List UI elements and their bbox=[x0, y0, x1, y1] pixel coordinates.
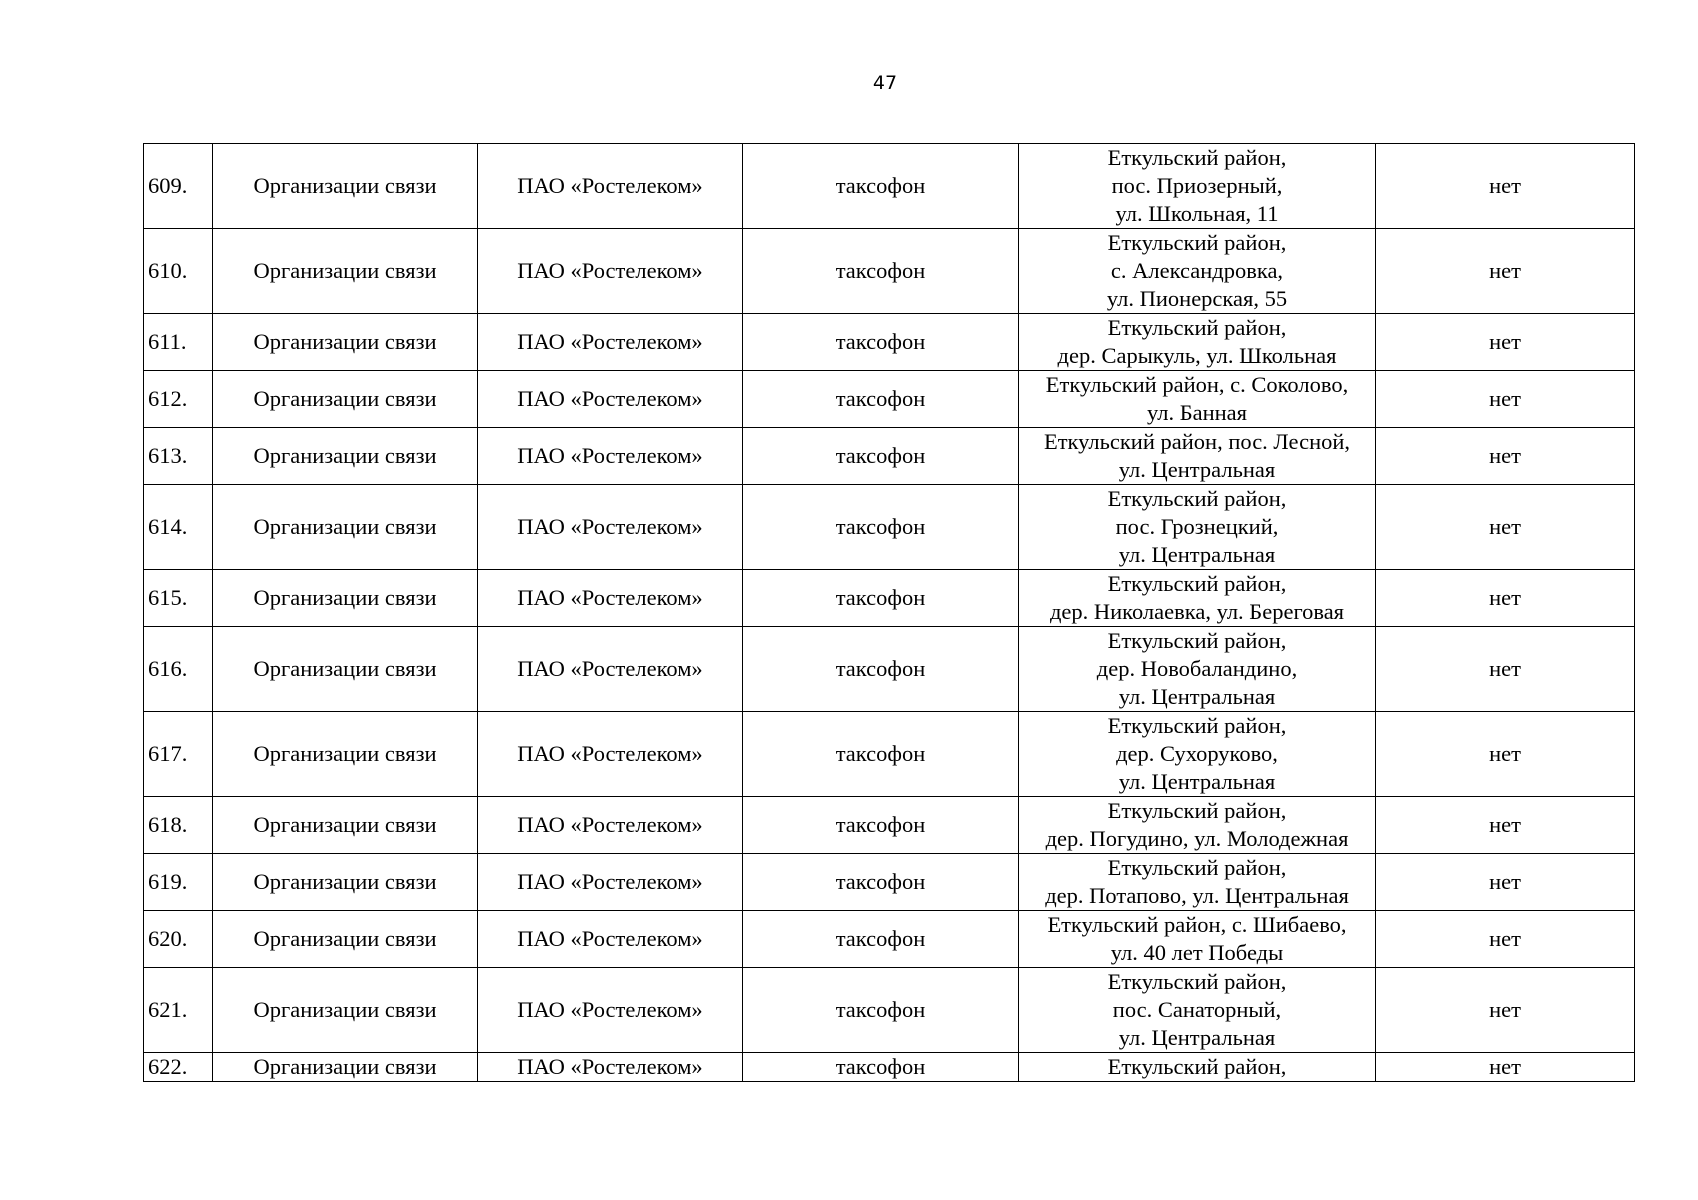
organization-cell: ПАО «Ростелеком» bbox=[478, 371, 743, 428]
table-row bbox=[144, 712, 1635, 797]
object-type-cell: таксофон bbox=[743, 314, 1019, 371]
category-cell: Организации связи bbox=[213, 712, 478, 797]
organization-cell: ПАО «Ростелеком» bbox=[478, 570, 743, 627]
row-number: 618. bbox=[144, 797, 213, 854]
organization-cell: ПАО «Ростелеком» bbox=[478, 968, 743, 1053]
row-number: 615. bbox=[144, 570, 213, 627]
row-number: 609. bbox=[144, 144, 213, 229]
value-cell: нет bbox=[1376, 712, 1635, 797]
organization-cell: ПАО «Ростелеком» bbox=[478, 1053, 743, 1082]
table-row bbox=[144, 485, 1635, 570]
category-cell: Организации связи bbox=[213, 229, 478, 314]
address-cell: Еткульский район, пос. Санаторный, ул. Центральная bbox=[1019, 968, 1376, 1053]
row-number: 620. bbox=[144, 911, 213, 968]
object-type-cell: таксофон bbox=[743, 911, 1019, 968]
table-row bbox=[144, 968, 1635, 1053]
object-type-cell: таксофон bbox=[743, 797, 1019, 854]
address-cell: Еткульский район, с. Александровка, ул. Пионерская, 55 bbox=[1019, 229, 1376, 314]
row-number: 616. bbox=[144, 627, 213, 712]
table-row bbox=[144, 627, 1635, 712]
category-cell: Организации связи bbox=[213, 428, 478, 485]
table-row bbox=[144, 854, 1635, 911]
object-type-cell: таксофон bbox=[743, 428, 1019, 485]
page-number: 47 bbox=[872, 72, 898, 94]
table-row bbox=[144, 1053, 1635, 1082]
category-cell: Организации связи bbox=[213, 485, 478, 570]
value-cell: нет bbox=[1376, 1053, 1635, 1082]
table-row bbox=[144, 911, 1635, 968]
organization-cell: ПАО «Ростелеком» bbox=[478, 854, 743, 911]
object-type-cell: таксофон bbox=[743, 968, 1019, 1053]
object-type-cell: таксофон bbox=[743, 485, 1019, 570]
object-type-cell: таксофон bbox=[743, 371, 1019, 428]
category-cell: Организации связи bbox=[213, 371, 478, 428]
address-cell: Еткульский район, пос. Лесной, ул. Центральная bbox=[1019, 428, 1376, 485]
organization-cell: ПАО «Ростелеком» bbox=[478, 797, 743, 854]
value-cell: нет bbox=[1376, 797, 1635, 854]
table-row bbox=[144, 797, 1635, 854]
table-row bbox=[144, 570, 1635, 627]
table-row bbox=[144, 229, 1635, 314]
category-cell: Организации связи bbox=[213, 1053, 478, 1082]
value-cell: нет bbox=[1376, 911, 1635, 968]
organization-cell: ПАО «Ростелеком» bbox=[478, 314, 743, 371]
row-number: 621. bbox=[144, 968, 213, 1053]
address-cell: Еткульский район, дер. Потапово, ул. Центральная bbox=[1019, 854, 1376, 911]
category-cell: Организации связи bbox=[213, 854, 478, 911]
address-cell: Еткульский район, дер. Новобаландино, ул. Центральная bbox=[1019, 627, 1376, 712]
value-cell: нет bbox=[1376, 627, 1635, 712]
address-cell: Еткульский район, с. Шибаево, ул. 40 лет Победы bbox=[1019, 911, 1376, 968]
row-number: 619. bbox=[144, 854, 213, 911]
category-cell: Организации связи bbox=[213, 627, 478, 712]
organization-cell: ПАО «Ростелеком» bbox=[478, 144, 743, 229]
object-type-cell: таксофон bbox=[743, 1053, 1019, 1082]
address-cell: Еткульский район, пос. Приозерный, ул. Школьная, 11 bbox=[1019, 144, 1376, 229]
category-cell: Организации связи bbox=[213, 144, 478, 229]
address-cell: Еткульский район, дер. Николаевка, ул. Береговая bbox=[1019, 570, 1376, 627]
organization-cell: ПАО «Ростелеком» bbox=[478, 712, 743, 797]
category-cell: Организации связи bbox=[213, 911, 478, 968]
value-cell: нет bbox=[1376, 854, 1635, 911]
row-number: 617. bbox=[144, 712, 213, 797]
registry-table bbox=[143, 143, 1635, 1082]
registry-table-body bbox=[144, 144, 1635, 1082]
organization-cell: ПАО «Ростелеком» bbox=[478, 428, 743, 485]
value-cell: нет bbox=[1376, 428, 1635, 485]
address-cell: Еткульский район, bbox=[1019, 1053, 1376, 1082]
category-cell: Организации связи bbox=[213, 570, 478, 627]
row-number: 612. bbox=[144, 371, 213, 428]
category-cell: Организации связи bbox=[213, 968, 478, 1053]
object-type-cell: таксофон bbox=[743, 144, 1019, 229]
organization-cell: ПАО «Ростелеком» bbox=[478, 911, 743, 968]
table-row bbox=[144, 144, 1635, 229]
address-cell: Еткульский район, дер. Погудино, ул. Молодежная bbox=[1019, 797, 1376, 854]
value-cell: нет bbox=[1376, 314, 1635, 371]
object-type-cell: таксофон bbox=[743, 570, 1019, 627]
object-type-cell: таксофон bbox=[743, 712, 1019, 797]
organization-cell: ПАО «Ростелеком» bbox=[478, 627, 743, 712]
organization-cell: ПАО «Ростелеком» bbox=[478, 229, 743, 314]
value-cell: нет bbox=[1376, 570, 1635, 627]
address-cell: Еткульский район, пос. Грознецкий, ул. Центральная bbox=[1019, 485, 1376, 570]
row-number: 613. bbox=[144, 428, 213, 485]
table-row bbox=[144, 428, 1635, 485]
category-cell: Организации связи bbox=[213, 314, 478, 371]
address-cell: Еткульский район, дер. Сухоруково, ул. Центральная bbox=[1019, 712, 1376, 797]
value-cell: нет bbox=[1376, 485, 1635, 570]
value-cell: нет bbox=[1376, 229, 1635, 314]
value-cell: нет bbox=[1376, 968, 1635, 1053]
address-cell: Еткульский район, дер. Сарыкуль, ул. Школьная bbox=[1019, 314, 1376, 371]
object-type-cell: таксофон bbox=[743, 229, 1019, 314]
value-cell: нет bbox=[1376, 144, 1635, 229]
table-row bbox=[144, 371, 1635, 428]
address-cell: Еткульский район, с. Соколово, ул. Банная bbox=[1019, 371, 1376, 428]
row-number: 622. bbox=[144, 1053, 213, 1082]
row-number: 611. bbox=[144, 314, 213, 371]
table-row bbox=[144, 314, 1635, 371]
object-type-cell: таксофон bbox=[743, 627, 1019, 712]
value-cell: нет bbox=[1376, 371, 1635, 428]
category-cell: Организации связи bbox=[213, 797, 478, 854]
row-number: 614. bbox=[144, 485, 213, 570]
object-type-cell: таксофон bbox=[743, 854, 1019, 911]
organization-cell: ПАО «Ростелеком» bbox=[478, 485, 743, 570]
row-number: 610. bbox=[144, 229, 213, 314]
